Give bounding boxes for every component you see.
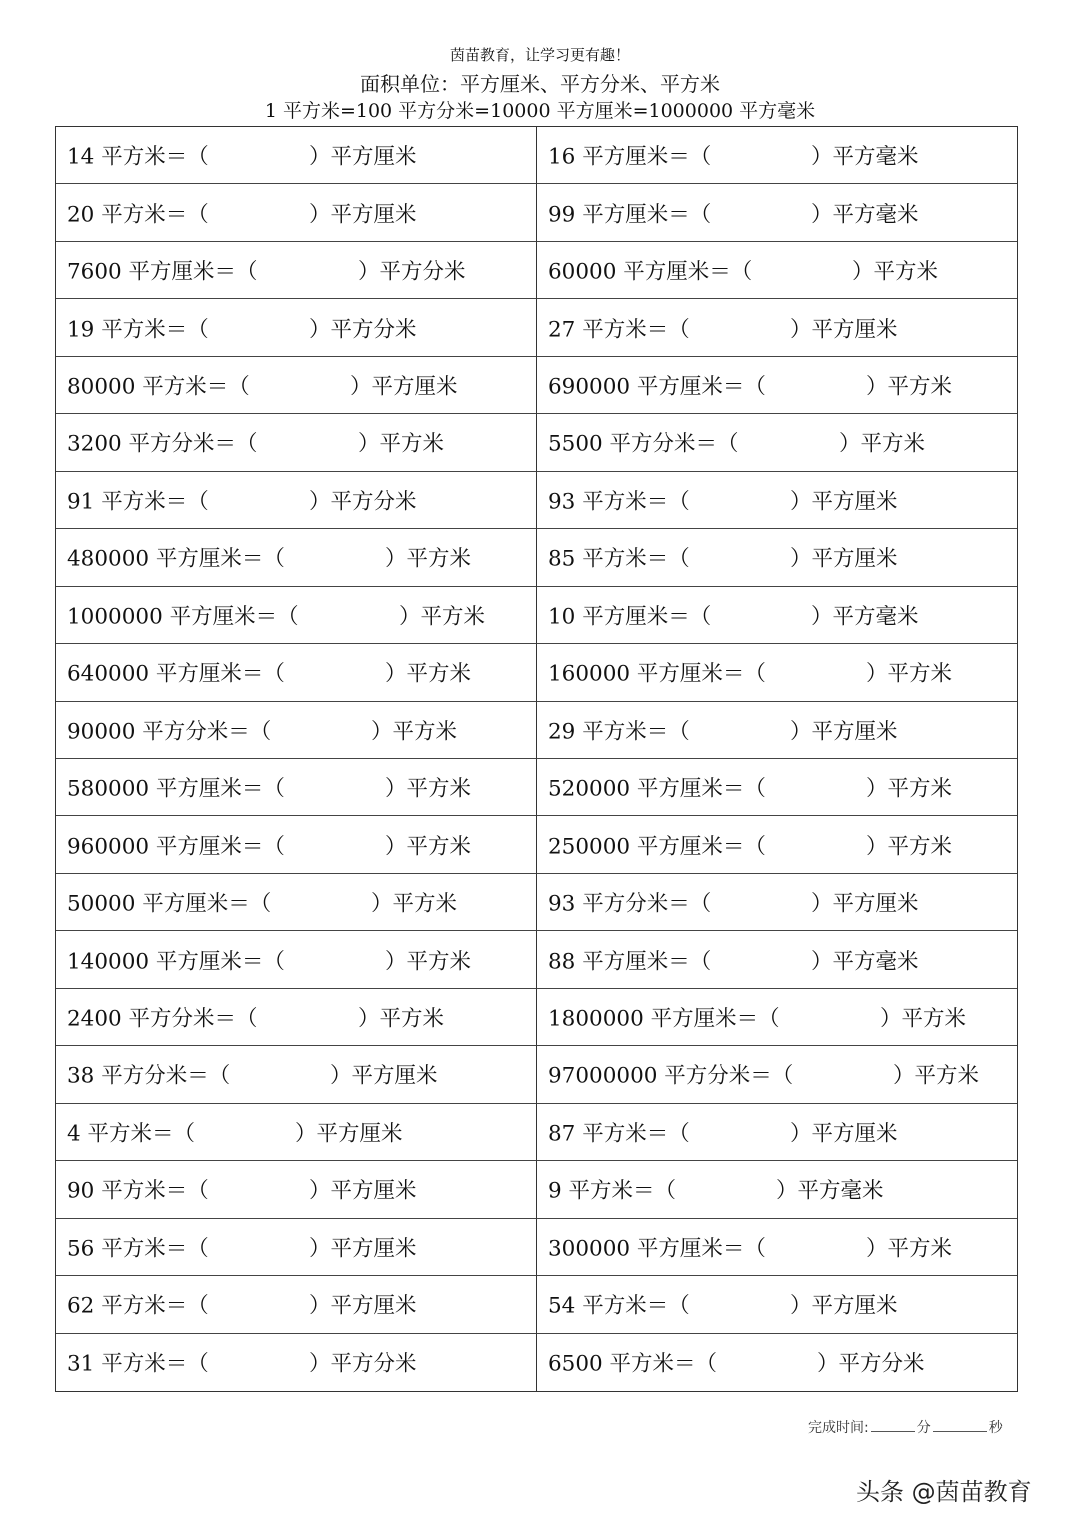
exercise-unit: ）平方厘米 <box>309 144 417 170</box>
exercise-question: 580000 平方厘米＝（ <box>67 776 285 802</box>
exercise-unit: ）平方米 <box>852 259 939 285</box>
exercise-question: 140000 平方厘米＝（ <box>67 949 285 975</box>
exercise-unit: ）平方毫米 <box>811 949 919 975</box>
exercise-question: 640000 平方厘米＝（ <box>67 661 285 687</box>
exercise-cell <box>56 759 537 816</box>
exercise-unit: ）平方毫米 <box>811 144 919 170</box>
exercise-cell <box>56 242 537 299</box>
exercise-question: 62 平方米＝（ <box>67 1293 209 1319</box>
exercise-question: 10 平方厘米＝（ <box>548 604 712 630</box>
exercise-unit: ）平方米 <box>399 604 486 630</box>
exercise-cell <box>537 989 1017 1046</box>
exercise-unit: ）平方毫米 <box>811 202 919 228</box>
exercise-unit: ）平方米 <box>385 949 472 975</box>
exercise-unit: ）平方分米 <box>817 1351 925 1377</box>
exercise-question: 250000 平方厘米＝（ <box>548 834 766 860</box>
exercise-question: 90 平方米＝（ <box>67 1178 209 1204</box>
exercise-cell <box>56 1219 537 1276</box>
exercise-question: 300000 平方厘米＝（ <box>548 1236 766 1262</box>
exercise-cell <box>537 1219 1017 1276</box>
exercise-question: 960000 平方厘米＝（ <box>67 834 285 860</box>
exercise-unit: ）平方厘米 <box>790 1293 898 1319</box>
exercise-cell <box>537 357 1017 414</box>
exercise-question: 80000 平方米＝（ <box>67 374 250 400</box>
exercise-unit: ）平方米 <box>866 374 953 400</box>
exercise-cell <box>56 1161 537 1218</box>
exercise-question: 31 平方米＝（ <box>67 1351 209 1377</box>
exercise-unit: ）平方米 <box>371 719 458 745</box>
exercise-unit: ）平方米 <box>839 431 926 457</box>
exercise-cell <box>537 1046 1017 1103</box>
exercise-cell <box>537 874 1017 931</box>
exercise-cell <box>56 874 537 931</box>
exercise-unit: ）平方分米 <box>358 259 466 285</box>
exercise-unit: ）平方米 <box>371 891 458 917</box>
exercise-unit: ）平方米 <box>866 1236 953 1262</box>
exercise-question: 5500 平方分米＝（ <box>548 431 739 457</box>
exercise-unit: ）平方米 <box>893 1063 980 1089</box>
seconds-blank[interactable] <box>933 1419 987 1432</box>
exercise-cell <box>56 1334 537 1391</box>
exercise-cell <box>56 184 537 241</box>
exercise-cell <box>537 644 1017 701</box>
exercise-unit: ）平方厘米 <box>790 719 898 745</box>
exercise-unit: ）平方毫米 <box>811 604 919 630</box>
exercise-question: 7600 平方厘米＝（ <box>67 259 258 285</box>
exercise-cell <box>56 816 537 873</box>
exercise-cell <box>537 127 1017 184</box>
exercise-cell <box>56 702 537 759</box>
exercise-cell <box>537 1276 1017 1333</box>
exercise-question: 29 平方米＝（ <box>548 719 690 745</box>
exercise-cell <box>56 299 537 356</box>
exercise-cell <box>537 529 1017 586</box>
exercise-question: 14 平方米＝（ <box>67 144 209 170</box>
exercise-unit: ）平方厘米 <box>790 546 898 572</box>
exercise-unit: ）平方分米 <box>309 1351 417 1377</box>
exercise-question: 2400 平方分米＝（ <box>67 1006 258 1032</box>
minutes-blank[interactable] <box>871 1419 915 1432</box>
exercise-unit: ）平方毫米 <box>776 1178 884 1204</box>
exercise-question: 85 平方米＝（ <box>548 546 690 572</box>
exercise-unit: ）平方厘米 <box>790 317 898 343</box>
exercise-unit: ）平方米 <box>385 834 472 860</box>
exercise-question: 160000 平方厘米＝（ <box>548 661 766 687</box>
exercise-unit: ）平方厘米 <box>330 1063 438 1089</box>
exercise-question: 90000 平方分米＝（ <box>67 719 272 745</box>
exercise-cell <box>537 472 1017 529</box>
exercise-cell <box>56 1046 537 1103</box>
exercise-cell <box>537 1334 1017 1391</box>
exercise-cell <box>537 759 1017 816</box>
exercise-cell <box>56 127 537 184</box>
exercise-cell <box>56 1104 537 1161</box>
exercise-question: 480000 平方厘米＝（ <box>67 546 285 572</box>
exercise-question: 16 平方厘米＝（ <box>548 144 712 170</box>
second-unit: 秒 <box>988 1420 1003 1436</box>
exercise-unit: ）平方米 <box>385 776 472 802</box>
exercise-cell <box>56 989 537 1046</box>
exercise-cell <box>537 816 1017 873</box>
exercise-question: 99 平方厘米＝（ <box>548 202 712 228</box>
exercise-unit: ）平方厘米 <box>811 891 919 917</box>
exercise-unit: ）平方厘米 <box>309 1178 417 1204</box>
exercise-question: 19 平方米＝（ <box>67 317 209 343</box>
exercise-unit: ）平方米 <box>358 1006 445 1032</box>
exercise-cell <box>56 472 537 529</box>
exercise-cell <box>537 414 1017 471</box>
exercise-question: 54 平方米＝（ <box>548 1293 690 1319</box>
exercise-unit: ）平方分米 <box>309 317 417 343</box>
exercise-unit: ）平方米 <box>880 1006 967 1032</box>
exercise-question: 1000000 平方厘米＝（ <box>67 604 299 630</box>
exercise-unit: ）平方厘米 <box>309 202 417 228</box>
exercise-unit: ）平方厘米 <box>295 1121 403 1147</box>
exercise-cell <box>537 242 1017 299</box>
exercise-cell <box>537 299 1017 356</box>
completion-time-label: 完成时间: <box>808 1420 869 1436</box>
exercise-question: 88 平方厘米＝（ <box>548 949 712 975</box>
exercise-question: 93 平方分米＝（ <box>548 891 712 917</box>
exercise-unit: ）平方米 <box>866 834 953 860</box>
exercise-cell <box>56 644 537 701</box>
exercise-unit: ）平方米 <box>866 776 953 802</box>
exercise-cell <box>537 702 1017 759</box>
exercise-question: 1800000 平方厘米＝（ <box>548 1006 780 1032</box>
conversion-formula: 1 平方米=100 平方分米=10000 平方厘米=1000000 平方毫米 <box>264 100 816 122</box>
exercise-cell <box>56 357 537 414</box>
exercise-cell <box>56 587 537 644</box>
exercise-question: 97000000 平方分米＝（ <box>548 1063 794 1089</box>
exercise-question: 6500 平方米＝（ <box>548 1351 718 1377</box>
minute-unit: 分 <box>916 1420 931 1436</box>
exercise-unit: ）平方厘米 <box>309 1236 417 1262</box>
exercise-question: 20 平方米＝（ <box>67 202 209 228</box>
exercise-unit: ）平方厘米 <box>790 489 898 515</box>
exercise-question: 87 平方米＝（ <box>548 1121 690 1147</box>
exercise-question: 4 平方米＝（ <box>67 1121 196 1147</box>
exercise-unit: ）平方厘米 <box>350 374 458 400</box>
exercise-unit: ）平方厘米 <box>790 1121 898 1147</box>
exercise-cell <box>56 1276 537 1333</box>
exercise-unit: ）平方米 <box>358 431 445 457</box>
watermark: 头条 @茵苗教育 <box>856 1478 1032 1506</box>
exercise-unit: ）平方分米 <box>309 489 417 515</box>
exercise-question: 91 平方米＝（ <box>67 489 209 515</box>
exercise-unit: ）平方米 <box>385 661 472 687</box>
exercise-cell <box>56 529 537 586</box>
exercise-question: 9 平方米＝（ <box>548 1178 677 1204</box>
exercise-question: 60000 平方厘米＝（ <box>548 259 753 285</box>
exercise-cell <box>56 414 537 471</box>
exercise-question: 38 平方分米＝（ <box>67 1063 231 1089</box>
exercise-cell <box>537 931 1017 988</box>
exercise-question: 56 平方米＝（ <box>67 1236 209 1262</box>
completion-time <box>808 1417 1003 1437</box>
worksheet-title: 面积单位：平方厘米、平方分米、平方米 <box>360 72 720 96</box>
exercise-unit: ）平方米 <box>385 546 472 572</box>
exercise-unit: ）平方厘米 <box>309 1293 417 1319</box>
exercise-question: 3200 平方分米＝（ <box>67 431 258 457</box>
brand-slogan: 茵苗教育，让学习更有趣！ <box>449 46 630 64</box>
exercise-table <box>55 126 1018 1392</box>
exercise-cell <box>537 587 1017 644</box>
exercise-cell <box>537 184 1017 241</box>
exercise-cell <box>537 1104 1017 1161</box>
exercise-question: 520000 平方厘米＝（ <box>548 776 766 802</box>
exercise-cell <box>56 931 537 988</box>
exercise-cell <box>537 1161 1017 1218</box>
exercise-question: 50000 平方厘米＝（ <box>67 891 272 917</box>
exercise-question: 27 平方米＝（ <box>548 317 690 343</box>
exercise-question: 93 平方米＝（ <box>548 489 690 515</box>
exercise-unit: ）平方米 <box>866 661 953 687</box>
exercise-question: 690000 平方厘米＝（ <box>548 374 766 400</box>
